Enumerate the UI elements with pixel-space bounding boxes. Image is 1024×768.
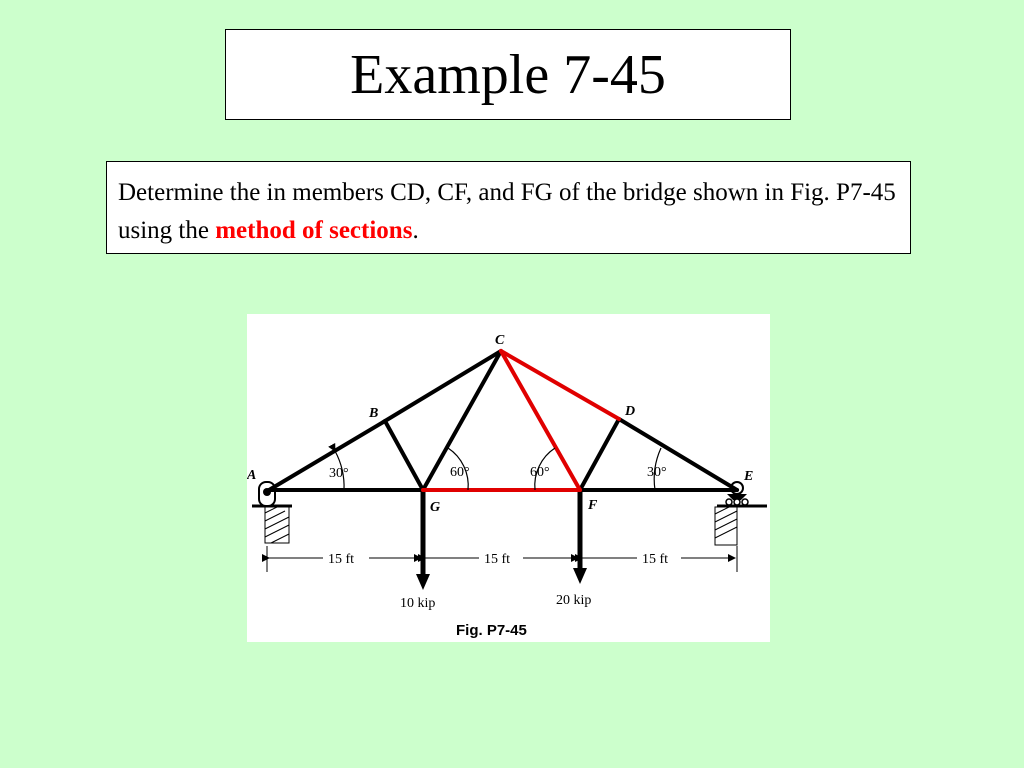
load-label-f: 20 kip: [556, 593, 592, 608]
joint-f-label: F: [588, 498, 598, 513]
member-df: [580, 419, 619, 490]
span-label-3: 15 ft: [642, 552, 669, 567]
joint-b-label: B: [369, 406, 379, 421]
right-ground: [715, 506, 767, 545]
angle-arcs: [335, 448, 661, 490]
slide-title: Example 7-45: [225, 29, 791, 120]
joint-a-label: A: [247, 468, 257, 483]
joint-d-label: D: [625, 404, 636, 419]
left-ground: [252, 506, 292, 543]
problem-text: Determine the in members CD, CF, and FG of the bridge shown in Fig. P7-45 using the: [118, 179, 896, 244]
truss-diagram: [247, 314, 770, 642]
joint-e-label: E: [744, 469, 754, 484]
problem-statement: [106, 161, 911, 254]
problem-text-end: .: [412, 217, 419, 244]
member-de: [619, 419, 737, 490]
figure-caption: Fig. P7-45: [456, 622, 527, 639]
member-ab: [269, 421, 385, 490]
load-arrow-g: [416, 492, 430, 590]
load-arrow-f: [573, 492, 587, 584]
joint-g-label: G: [430, 500, 441, 515]
angle-label-mid-left: 60°: [450, 465, 470, 480]
joint-c-label: C: [495, 333, 505, 348]
angle-label-left: 30°: [329, 466, 349, 481]
span-label-2: 15 ft: [484, 552, 511, 567]
angle-label-mid-right: 60°: [530, 465, 550, 480]
angle-label-right: 30°: [647, 465, 667, 480]
span-label-1: 15 ft: [328, 552, 355, 567]
load-label-g: 10 kip: [400, 596, 436, 611]
member-bg: [385, 421, 423, 490]
truss-figure: [247, 314, 770, 642]
method-highlight: method of sections: [215, 217, 413, 244]
